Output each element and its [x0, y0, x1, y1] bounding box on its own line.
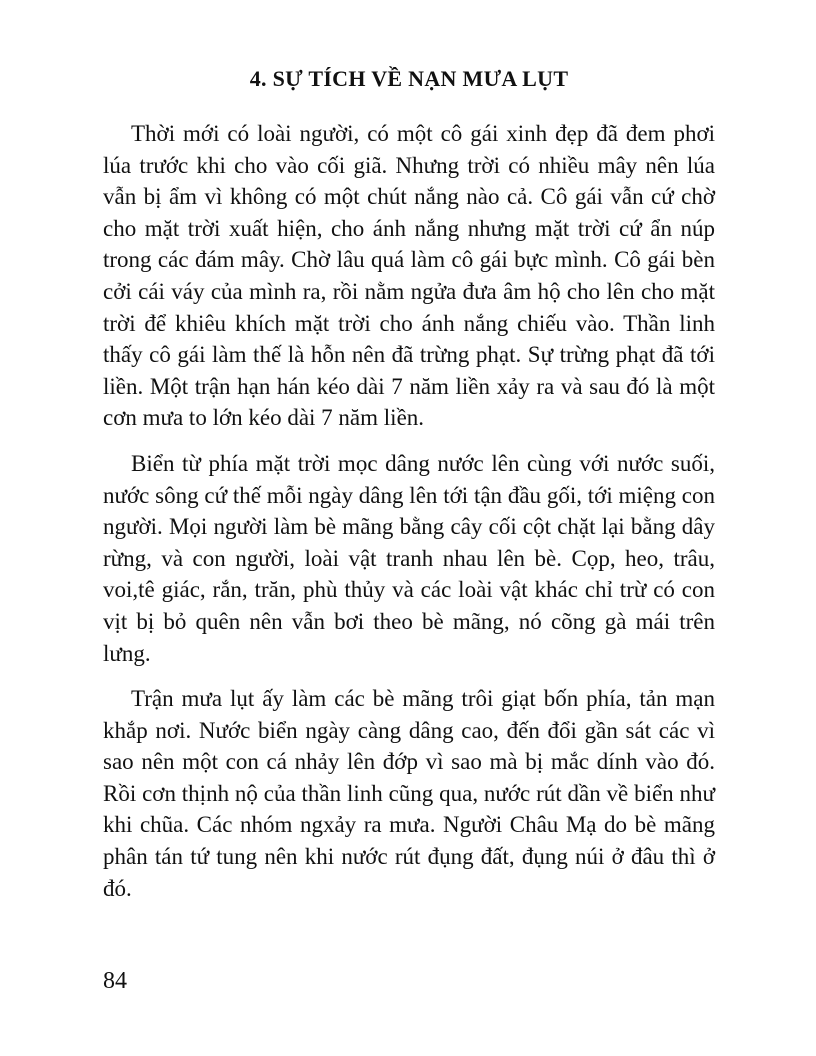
- paragraph-1: Thời mới có loài người, có một cô gái xinh đẹp đã đem phơi lúa trước khi cho vào cối giã. Nhưng trời có nhiều mây nên lúa vẫn bị ẩm vì không có một chút nắng nào cả. Cô gái vẫn cứ chờ cho mặt trời xuất hiện, cho ánh nắng nhưng mặt trời cứ ẩn núp trong các đám mây. Chờ lâu quá làm cô gái bực mình. Cô gái bèn cởi cái váy của mình ra, rồi nằm ngửa đưa âm hộ cho lên cho mặt trời để khiêu khích mặt trời cho ánh nắng chiếu vào. Thần linh thấy cô gái làm thế là hỗn nên đã trừng phạt. Sự trừng phạt đã tới liền. Một trận hạn hán kéo dài 7 năm liền xảy ra và sau đó là một cơn mưa to lớn kéo dài 7 năm liền.: [103, 121, 715, 431]
- page-number: 84: [103, 968, 127, 994]
- paragraph-3: Trận mưa lụt ấy làm các bè mãng trôi giạt bốn phía, tản mạn khắp nơi. Nước biển ngày càng dâng cao, đến đổi gần sát các vì sao nên một con cá nhảy lên đớp vì sao mà bị mắc dính vào đó. Rồi cơn thịnh nộ của thần linh cũng qua, nước rút dần về biển như khi chũa. Các nhóm ngxảy ra mưa. Người Châu Mạ do bè mãng phân tán tứ tung nên khi nước rút đụng đất, đụng núi ở đâu thì ở đó.: [103, 686, 715, 901]
- chapter-body: [103, 118, 715, 918]
- book-page: [103, 0, 715, 1056]
- paragraph-2: Biển từ phía mặt trời mọc dâng nước lên cùng với nước suối, nước sông cứ thế mỗi ngày dâng lên tới tận đầu gối, tới miệng con người. Mọi người làm bè mãng bằng cây cối cột chặt lại bằng dây rừng, và con người, loài vật tranh nhau lên bè. Cọp, heo, trâu, voi,tê giác, rắn, trăn, phù thủy và các loài vật khác chỉ trừ có con vịt bị bỏ quên nên vẫn bơi theo bè mãng, nó cõng gà mái trên lưng.: [103, 450, 715, 666]
- chapter-title: 4. SỰ TÍCH VỀ NẠN MƯA LỤT: [249, 66, 569, 91]
